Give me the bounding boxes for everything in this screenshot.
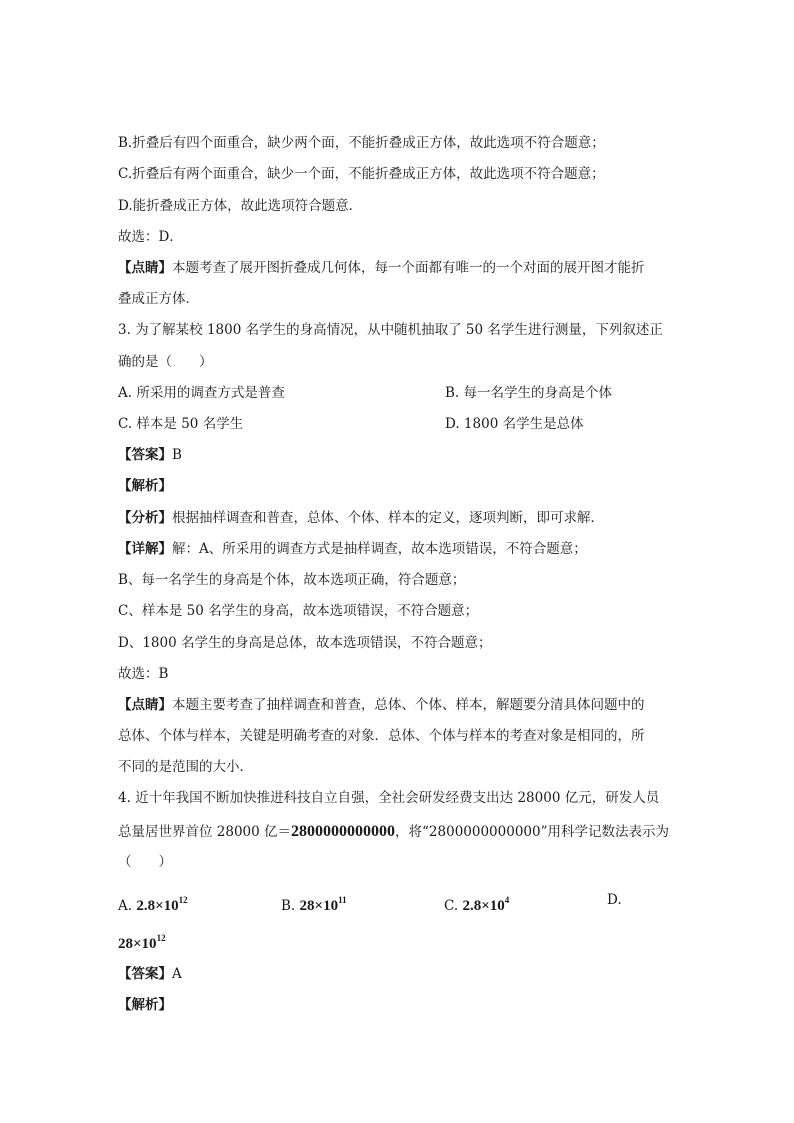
q2-option-d-explanation: D.能折叠成正方体，故此选项符合题意． (118, 198, 363, 214)
q3-detail-c: C、样本是 50 名学生的身高，故本选项错误，不符合题意； (118, 603, 479, 619)
answer-tag: 【答案】 (118, 966, 172, 982)
q3-detail-b: B、每一名学生的身高是个体，故本选项正确，符合题意； (118, 572, 466, 588)
q3-analyze (118, 508, 604, 528)
option-label: B. (281, 898, 296, 914)
option-expression: $2.8\times 10^{12}$ (136, 895, 188, 914)
option-label: A. (118, 898, 133, 914)
analyze-text: 根据抽样调查和普查，总体、个体、样本的定义，逐项判断，即可求解． (172, 510, 604, 526)
comment-tag: 【点睛】 (118, 260, 172, 276)
q3-option-b: B. 每一名学生的身高是个体 (445, 385, 613, 401)
answer-tag: 【答案】 (118, 447, 172, 463)
q2-choice: 故选：D． (118, 229, 183, 245)
q3-options-row2 (118, 414, 584, 434)
q3-comment-cont2: 不同的是范围的大小． (118, 759, 253, 775)
q2-option-c-explanation: C.折叠后有两个面重合，缺少一个面，不能折叠成正方体，故此选项不符合题意； (118, 166, 605, 182)
option-expression: $2.8\times 10^4$ (462, 895, 510, 914)
detail-text: 解：A、所采用的调查方式是抽样调查，故本选项错误，不符合题意； (172, 541, 587, 557)
answer-value: B (172, 447, 182, 463)
q3-detail-d: D、1800 名学生的身高是总体，故本选项错误，不符合题意； (118, 635, 492, 651)
comment-text: 本题主要考查了抽样调查和普查，总体、个体、样本，解题要分清具体问题中的 (172, 697, 645, 713)
q4-option-d (118, 928, 166, 954)
q3-answer (118, 445, 182, 465)
comment-tag: 【点睛】 (118, 697, 172, 713)
q4-number: 2800000000000 (291, 823, 396, 840)
q4-option-c (444, 890, 509, 916)
comment-text: 本题考查了展开图折叠成几何体，每一个面都有唯一的一个对面的展开图才能折 (172, 260, 645, 276)
q4-answer (118, 964, 182, 984)
q3-detail-a (118, 539, 587, 559)
q4-stem-line2 (118, 822, 669, 842)
q2-option-b-explanation: B.折叠后有四个面重合，缺少两个面，不能折叠成正方体，故此选项不符合题意； (118, 135, 605, 151)
answer-value: A (172, 966, 182, 982)
q3-option-a: A. 所采用的调查方式是普查 (118, 385, 285, 401)
q4-stem-line3: （ ） (118, 854, 172, 870)
q4-option-d-label: D. (607, 892, 622, 908)
q4-stem-post: ，将“2800000000000”用科学记数法表示为 (395, 824, 669, 840)
option-expression: $28\times 10^{12}$ (118, 933, 166, 952)
q2-comment-cont: 叠成正方体． (118, 291, 199, 307)
analyze-tag: 【分析】 (118, 510, 172, 526)
q3-options-row1 (118, 383, 613, 403)
q3-comment-cont1: 总体、个体与样本，关键是明确考查的对象．总体、个体与样本的考查对象是相同的，所 (118, 728, 645, 744)
option-label: C. (444, 898, 459, 914)
q3-stem-line1: 3. 为了解某校 1800 名学生的身高情况，从中随机抽取了 50 名学生进行测量，下列叙述正 (118, 322, 663, 338)
detail-tag: 【详解】 (118, 541, 172, 557)
q3-option-d: D. 1800 名学生是总体 (445, 416, 584, 432)
q4-stem-line1: 4. 近十年我国不断加快推进科技自立自强，全社会研发经费支出达 28000 亿元，研发人员 (118, 790, 660, 806)
q3-comment (118, 695, 645, 715)
q3-analysis-tag: 【解析】 (118, 478, 172, 494)
q2-comment (118, 258, 645, 278)
q3-option-c: C. 样本是 50 名学生 (118, 416, 244, 432)
q4-stem-pre: 总量居世界首位 28000 亿＝ (118, 824, 292, 840)
q3-choice: 故选：B (118, 666, 169, 682)
q4-analysis-tag: 【解析】 (118, 997, 172, 1013)
q4-option-a (118, 890, 188, 916)
option-expression: $28\times 10^{11}$ (299, 895, 347, 914)
q4-option-b (281, 890, 347, 916)
q4-options-row (118, 890, 638, 914)
q3-stem-line2: 确的是（ ） (118, 354, 213, 370)
